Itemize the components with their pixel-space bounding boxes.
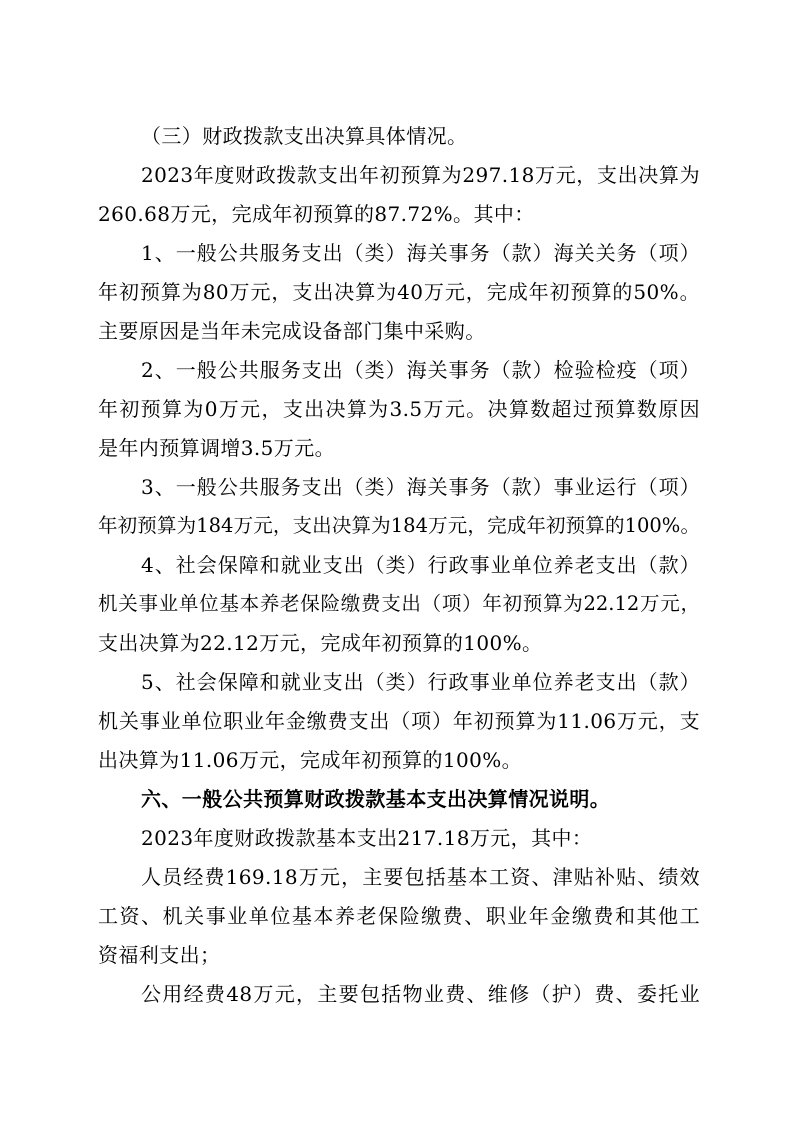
paragraph-line: 人员经费169.18万元，主要包括基本工资、津贴补贴、绩效: [141, 865, 700, 889]
paragraph-line: 260.68万元，完成年初预算的87.72%。其中：: [98, 202, 535, 226]
paragraph-line: 年初预算为184万元，支出决算为184万元，完成年初预算的100%。: [98, 514, 700, 537]
paragraph-line: 2023年度财政拨款基本支出217.18万元，其中：: [141, 826, 593, 850]
paragraph-line: 4、社会保障和就业支出（类）行政事业单位养老支出（款）: [141, 553, 700, 577]
paragraph-line: 机关事业单位基本养老保险缴费支出（项）年初预算为22.12万元，: [98, 592, 700, 615]
paragraph-line: 公用经费48万元，主要包括物业费、维修（护）费、委托业: [141, 982, 700, 1006]
paragraph-line: 是年内预算调增3.5万元。: [98, 436, 336, 460]
paragraph-line: 主要原因是当年未完成设备部门集中采购。: [98, 319, 486, 343]
paragraph-line: 2023年度财政拨款支出年初预算为297.18万元，支出决算为: [141, 163, 700, 187]
section-heading: 六、一般公共预算财政拨款基本支出决算情况说明。: [141, 787, 611, 811]
paragraph-line: 工资、机关事业单位基本养老保险缴费、职业年金缴费和其他工: [98, 904, 700, 928]
paragraph-line: 2、一般公共服务支出（类）海关事务（款）检验检疫（项）: [141, 358, 700, 382]
paragraph-line: 年初预算为80万元，支出决算为40万元，完成年初预算的50%。: [98, 280, 700, 304]
paragraph-line: 5、社会保障和就业支出（类）行政事业单位养老支出（款）: [141, 670, 700, 694]
subsection-heading: （三）财政拨款支出决算具体情况。: [141, 124, 468, 148]
paragraph-line: 资福利支出；: [98, 943, 221, 967]
paragraph-line: 年初预算为0万元，支出决算为3.5万元。决算数超过预算数原因: [98, 397, 700, 421]
paragraph-line: 出决算为11.06万元，完成年初预算的100%。: [98, 748, 523, 772]
paragraph-line: 3、一般公共服务支出（类）海关事务（款）事业运行（项）: [141, 475, 700, 499]
paragraph-line: 机关事业单位职业年金缴费支出（项）年初预算为11.06万元，支: [98, 709, 700, 733]
paragraph-line: 1、一般公共服务支出（类）海关事务（款）海关关务（项）: [141, 241, 700, 265]
paragraph-line: 支出决算为22.12万元，完成年初预算的100%。: [98, 631, 543, 655]
